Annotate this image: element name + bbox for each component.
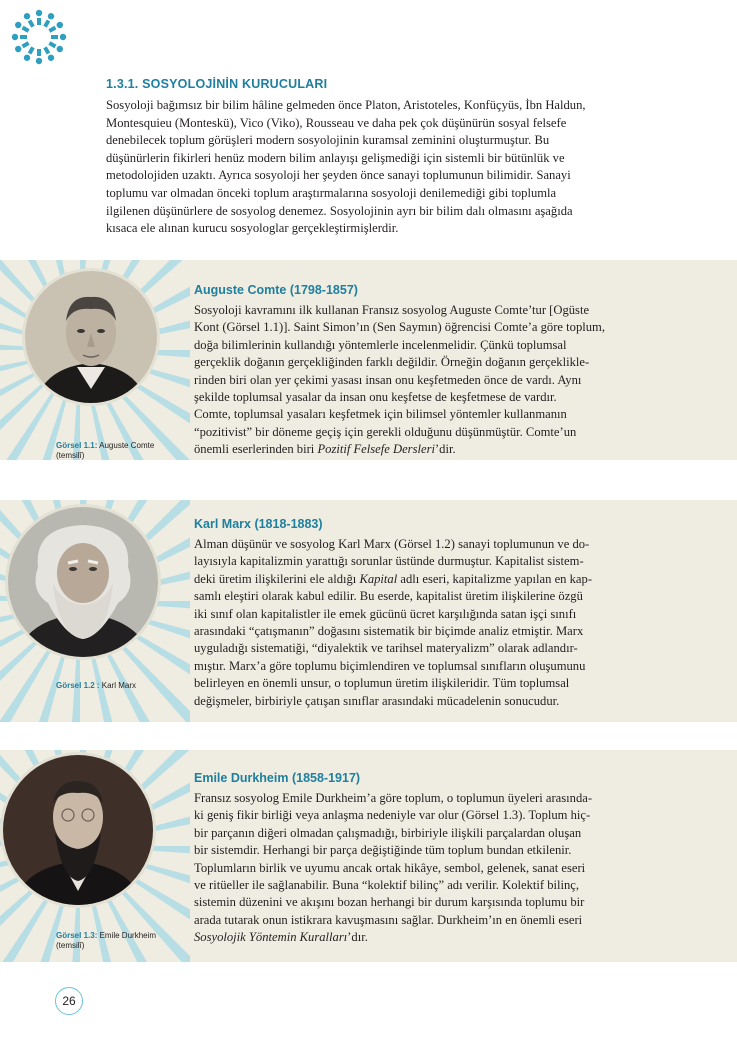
intro-paragraph: Sosyoloji bağımsız bir bilim hâline gelmeden önce Platon, Aristoteles, Konfüçyüs, İbn Haldun, Montesquieu (Monteskü), Vico (Viko), Rousseau ve daha pek çok düşünürün sosyal felsefe denebilecek toplum görüşleri modern sosyolojinin kuramsal zeminini oluşturmuştur. Bu düşünürlerin fikirleri henüz modern bilim anlayışı gelişmediği için sistemli bir bütünlük ve metodolojiden uzaktı. Ayrıca sosyoloji her şeyden önce sanayi toplumunun bilimidir. Sanayi toplumu var olmadan önceki toplum araştırmalarına sosyoloji denilemediği gibi toplumla ilgilenen düşünürlere de sosyolog denemez. Sosyolojinin ayrı bir bilim dalı olmasını aşağıda kısaca ele alınan kurucu sosyologlar gerçekleştirmişlerdir. [106,98,586,236]
marx-text: Alman düşünür ve sosyolog Karl Marx (Görsel 1.2) sanayi toplumunun ve do- layısıyla kapitalizmin yarattığı sorunlar üstünde durmuştur. Kapitalist sistem- deki üretim ilişkilerini ele aldığı Kapital adlı eseri, kapitalizme yapılan en kap- samlı eleştiri olarak kabul edilir. Bu eserde, kapitalist üretim ilişkilerine özgü iki sınıf olan kapitalistler ile emek gücünü ücret karşılığında satan işçi sınıfı arasındaki “çatışmanın” doğasını sistematik bir biçimde analiz etmiştir. Marx uyguladığı sistematiği, “diyalektik ve tarihsel materyalizm” olarak adlandır- mıştır. Marx’a göre toplumu biçimlendiren ve toplumsal sınıfların oluşumunu belirleyen en önemli unsur, o toplumun üretim ilişkileridir. Tüm toplumsal değişmeler, birbiriyle çatışan sınıflar arasındaki mücadelenin sonucudur. [194,537,593,708]
marx-portrait [5,504,161,660]
page-number: 26 [55,987,83,1015]
marx-caption: Görsel 1.2 : Karl Marx [56,681,137,690]
durkheim-caption: Görsel 1.3: Emile Durkheim (temsilî) [56,931,157,950]
marx-name: Karl Marx (1818-1883) [194,517,323,531]
comte-portrait [22,268,160,406]
comte-text: Sosyoloji kavramını ilk kullanan Fransız sosyolog Auguste Comte’tur [Ogüste Kont (Görsel 1.1)]. Saint Simon’ın (Sen Saymın) öğrencisi Comte’a göre toplum, doğa bilimlerinin kullandığı yöntemlerle incelenmelidir. Çünkü toplumsal gerçeklik doğanın gerçekliğinden farklı değildir. Örneğin doğanın gerçeklikle- rinden biri olan yer çekimi yasası insan onu keşfetmeden önce de vardı. Aynı şekilde toplumsal yasalar da insan onu keşfetse de keşfetmese de vardır. Comte, toplumsal yasaları keşfetmek için bilimsel yöntemler kullanmanın “pozitivist” bir döneme geçiş için gerekli olduğunu düşünmüştür. Comte’un önemli eserlerinden biri Pozitif Felsefe Dersleri’dir. [194,303,605,457]
comte-name: Auguste Comte (1798-1857) [194,283,358,297]
durkheim-portrait [0,752,156,908]
durkheim-text: Fransız sosyolog Emile Durkheim’a göre toplum, o toplumun üyeleri arasında- ki geniş fikir birliği veya anlaşma nedeniyle var olur (Görsel 1.3). Toplum hiç- bir parçanın diğeri olmadan çalışmadığı, birbiriyle ilişkili parçalardan oluşan bir sistemdir. Herhangi bir parça değiştiğinde tüm toplum bundan etkilenir. Toplumların birlik ve uyumu ancak ortak hikâye, sembol, gelenek, sanat eseri ve ritüeller ile sağlanabilir. Buna “kolektif bilinç” adı verilir. Kolektif bilinç, sistemin düzenini ve akışını bozan herhangi bir durum karşısında toplumu bir arada tutarak onun istikrara kavuşmasını sağlar. Durkheim’ın en önemli eseri Sosyolojik Yöntemin Kuralları’dır. [194,791,593,945]
comte-caption: Görsel 1.1: Auguste Comte (temsilî) [56,441,155,460]
durkheim-name: Emile Durkheim (1858-1917) [194,771,361,785]
people-circle-logo-icon [8,6,70,68]
section-title: 1.3.1. SOSYOLOJİNİN KURUCULARI [106,77,328,91]
